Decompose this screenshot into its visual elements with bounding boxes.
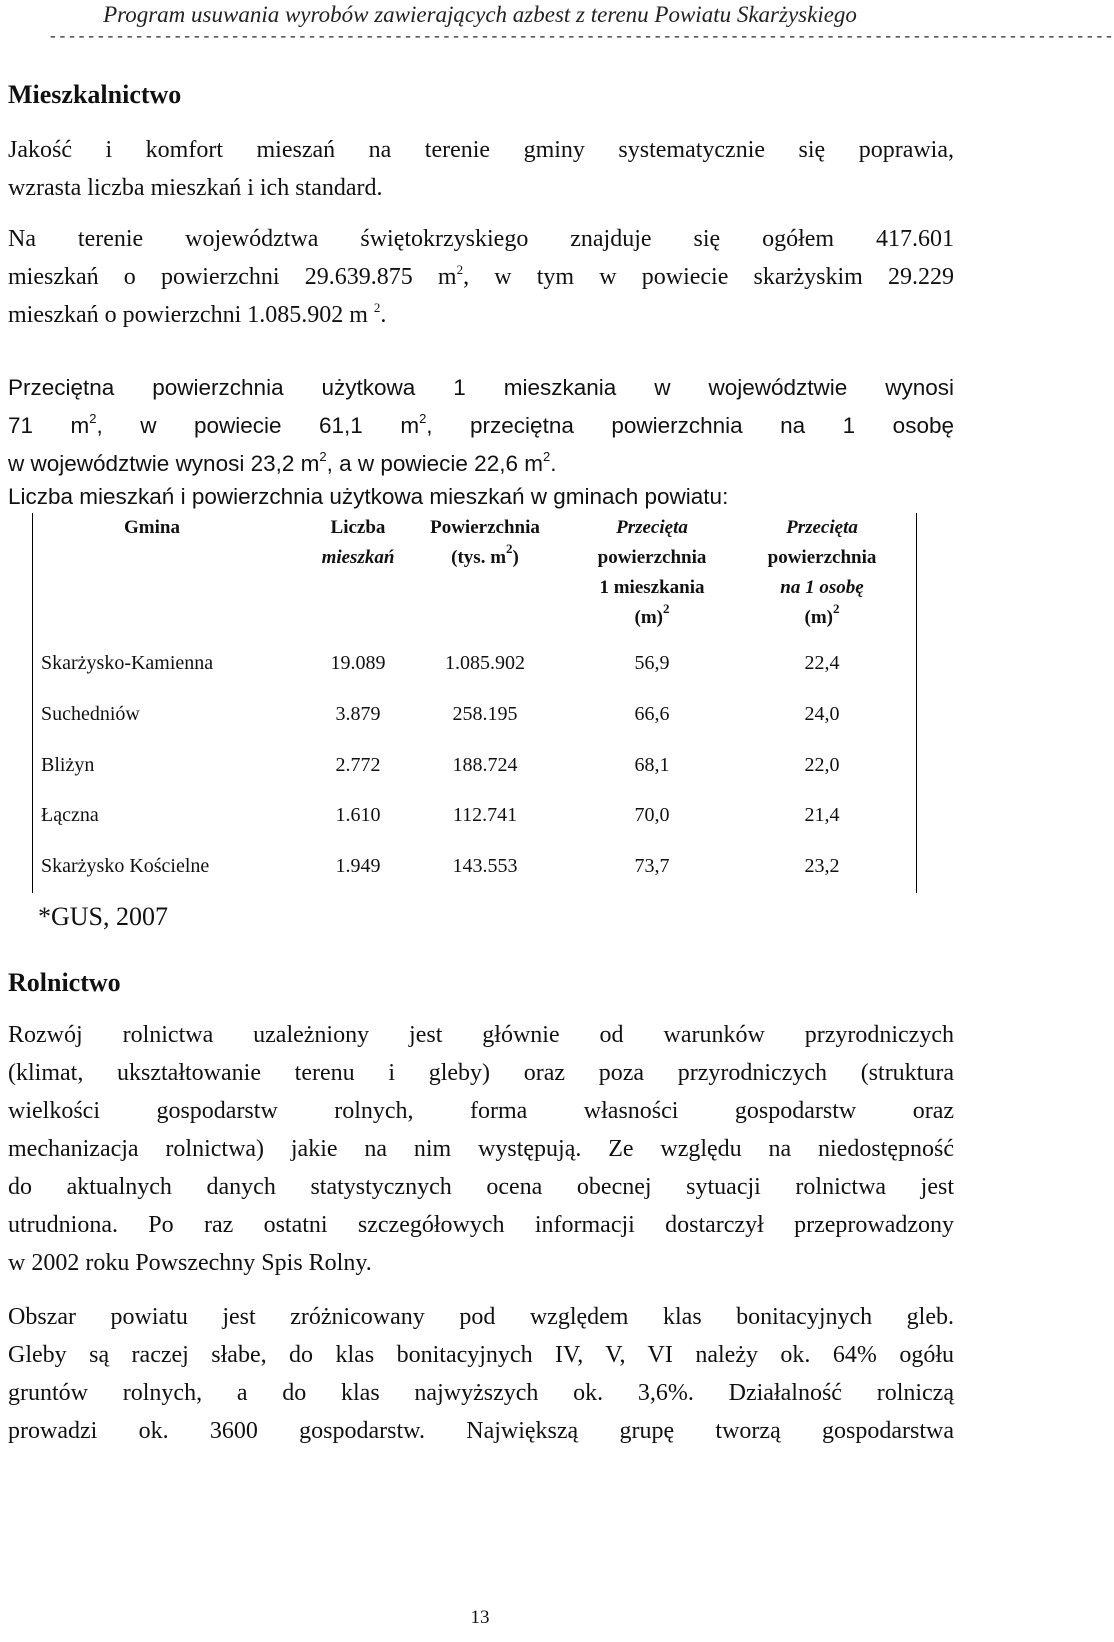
header-text: 1 mieszkania — [599, 577, 705, 598]
superscript: 2 — [419, 411, 427, 426]
cell-przecietna-mieszkania: 73,7 — [634, 855, 670, 877]
header-text: powierzchnia — [597, 547, 707, 568]
header-text: na 1 osobę — [780, 577, 864, 598]
cell-liczba: 2.772 — [335, 754, 381, 776]
text-fragment: , w powiecie 61,1 m — [96, 413, 420, 438]
text-line: Na terenie województwa świętokrzyskiego znajduje się ogółem 417.601 — [8, 226, 954, 252]
text-line: (klimat, ukształtowanie terenu i gleby) oraz poza przyrodniczych (struktura — [8, 1060, 954, 1086]
text-fragment: mieszkań o powierzchni 29.639.875 m — [8, 264, 457, 290]
paragraph-agriculture-conditions — [8, 1016, 954, 1282]
column-header-gmina — [92, 513, 212, 543]
cell-przecietna-mieszkania: 70,0 — [634, 804, 670, 826]
text-line: prowadzi ok. 3600 gospodarstw. Największą grupę tworzą gospodarstwa — [8, 1418, 954, 1444]
section-heading-rolnictwo: Rolnictwo — [8, 968, 121, 997]
text-line: do aktualnych danych statystycznych ocena obecnej sytuacji rolnictwa jest — [8, 1174, 954, 1200]
column-header-przecietna-osobe — [742, 513, 902, 633]
text-line: wielkości gospodarstw rolnych, forma własności gospodarstw oraz — [8, 1098, 954, 1124]
cell-gmina: Skarżysko-Kamienna — [41, 652, 214, 674]
table-row — [32, 855, 917, 891]
cell-gmina: Suchedniów — [41, 703, 140, 725]
column-header-przecietna-mieszkania — [572, 513, 732, 633]
paragraph-average-area — [8, 369, 954, 483]
text-line: Obszar powiatu jest zróżnicowany pod względem klas bonitacyjnych gleb. — [8, 1304, 954, 1330]
cell-gmina: Bliżyn — [41, 754, 95, 776]
column-header-powierzchnia — [410, 513, 560, 573]
table-caption: Liczba mieszkań i powierzchnia użytkowa mieszkań w gminach powiatu: — [8, 484, 729, 509]
text-line — [8, 445, 954, 483]
superscript: 2 — [542, 449, 551, 464]
text-fragment: . — [380, 302, 387, 328]
text-line: Jakość i komfort mieszań na terenie gminy systematycznie się poprawia, — [8, 137, 954, 163]
text-fragment: , w tym w powiecie skarżyskim 29.229 — [463, 264, 954, 290]
superscript: 2 — [373, 300, 381, 315]
section-heading-mieszkalnictwo: Mieszkalnictwo — [8, 80, 182, 109]
cell-gmina: Skarżysko Kościelne — [41, 855, 210, 877]
header-text: mieszkań — [321, 547, 395, 568]
table-row — [32, 652, 917, 688]
cell-przecietna-osobe: 23,2 — [804, 855, 840, 877]
cell-liczba: 3.879 — [335, 703, 381, 725]
paragraph-housing-stock — [8, 220, 954, 334]
cell-przecietna-osobe: 24,0 — [804, 703, 840, 725]
cell-powierzchnia: 1.085.902 — [445, 652, 525, 674]
cell-gmina: Łączna — [41, 804, 99, 826]
table-row — [32, 804, 917, 840]
housing-table — [32, 513, 917, 893]
cell-przecietna-osobe: 22,0 — [804, 754, 840, 776]
cell-przecietna-mieszkania: 66,6 — [634, 703, 670, 725]
cell-liczba: 1.949 — [335, 855, 381, 877]
text-line: gruntów rolnych, a do klas najwyższych ok. 3,6%. Działalność rolniczą — [8, 1380, 954, 1406]
text-line: Przeciętna powierzchnia użytkowa 1 mieszkania w województwie wynosi — [8, 375, 954, 400]
header-text: Przecięta — [786, 517, 858, 538]
header-text — [572, 603, 732, 633]
text-fragment: ) — [512, 547, 519, 568]
text-fragment: (m) — [634, 607, 663, 628]
text-line: utrudniona. Po raz ostatni szczegółowych informacji dostarczył przeprowadzony — [8, 1212, 954, 1238]
cell-liczba: 1.610 — [335, 804, 381, 826]
paragraph-housing-quality — [8, 131, 954, 207]
cell-powierzchnia: 112.741 — [452, 804, 518, 826]
page-number: 13 — [470, 1607, 490, 1628]
text-fragment: , przeciętna powierzchnia na 1 osobę — [426, 413, 954, 438]
superscript: 2 — [319, 449, 327, 464]
text-line: Rozwój rolnictwa uzależniony jest głównie od warunków przyrodniczych — [8, 1022, 954, 1048]
cell-powierzchnia: 143.553 — [452, 855, 518, 877]
text-fragment: w województwie wynosi 23,2 m — [8, 451, 320, 476]
table-source-note: *GUS, 2007 — [38, 902, 169, 931]
header-text — [742, 603, 902, 633]
document-header-title: Program usuwania wyrobów zawierających azbest z terenu Powiatu Skarżyskiego — [103, 2, 857, 27]
text-line: mechanizacja rolnictwa) jakie na nim występują. Ze względu na niedostępność — [8, 1136, 954, 1162]
paragraph-soil-classes — [8, 1298, 954, 1450]
text-line — [8, 407, 954, 445]
superscript: 2 — [506, 541, 513, 556]
text-line: w 2002 roku Powszechny Spis Rolny. — [8, 1250, 372, 1276]
table-row — [32, 703, 917, 739]
header-text: Gmina — [124, 517, 180, 538]
cell-przecietna-osobe: 21,4 — [804, 804, 840, 826]
cell-powierzchnia: 258.195 — [452, 703, 518, 725]
cell-przecietna-mieszkania: 68,1 — [634, 754, 670, 776]
text-fragment: 71 m — [8, 413, 90, 438]
cell-liczba: 19.089 — [330, 652, 386, 674]
cell-powierzchnia: 188.724 — [452, 754, 518, 776]
text-fragment: (m) — [804, 607, 833, 628]
cell-przecietna-mieszkania: 56,9 — [634, 652, 670, 674]
header-text: Powierzchnia — [430, 517, 540, 538]
superscript: 2 — [456, 262, 464, 277]
column-header-liczba — [288, 513, 428, 573]
text-fragment: , a w powiecie 22,6 m — [326, 451, 543, 476]
header-text: powierzchnia — [767, 547, 877, 568]
text-line — [8, 296, 954, 334]
text-fragment: mieszkań o powierzchni 1.085.902 m — [8, 302, 374, 328]
text-line: Gleby są raczej słabe, do klas bonitacyjnych IV, V, VI należy ok. 64% ogółu — [8, 1342, 954, 1368]
cell-przecietna-osobe: 22,4 — [804, 652, 840, 674]
table-row — [32, 754, 917, 790]
header-text — [410, 543, 560, 573]
header-text: Przecięta — [616, 517, 688, 538]
text-fragment: (tys. m — [451, 547, 507, 568]
superscript: 2 — [662, 601, 670, 616]
header-text: Liczba — [330, 517, 386, 538]
header-divider: --------------------------------------------------------------------------------------------------------------- — [48, 28, 1114, 46]
text-line: wzrasta liczba mieszkań i ich standard. — [8, 175, 383, 201]
superscript: 2 — [89, 411, 97, 426]
text-line — [8, 258, 954, 296]
text-fragment: . — [550, 451, 557, 476]
superscript: 2 — [832, 601, 840, 616]
